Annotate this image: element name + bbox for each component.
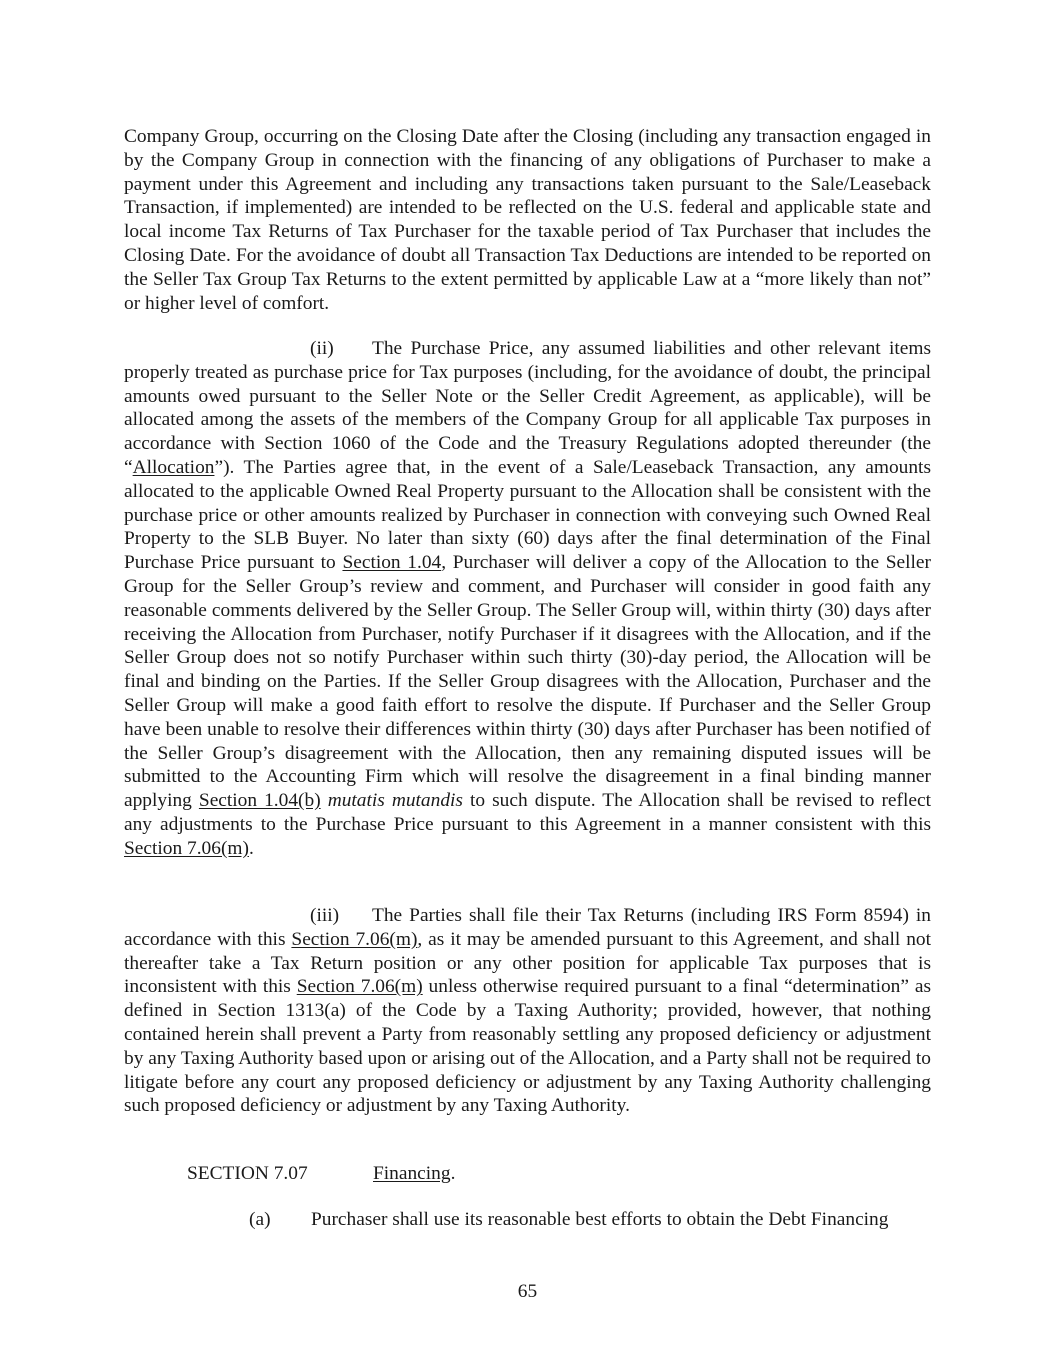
paragraph-a-marker: (a) — [249, 1209, 271, 1230]
section-7-06-m-reference: Section 7.06(m) — [124, 837, 249, 859]
paragraph-intro-text: Company Group, occurring on the Closing Date after the Closing (including any transaction engaged in by the Company Group in connection with the financing of any obligations of Purchaser to make a payment under this Agreement and including any transactions taken pursuant to the Sale/Leaseback Transaction, if implemented) are intended to be reflected on the U.S. federal and applicable state and local income Tax Returns of Tax Purchaser for the taxable period of Tax Purchaser that includes the Closing Date. For the avoidance of doubt all Transaction Tax Deductions are intended to be reported on the Seller Tax Group Tax Returns to the extent permitted by applicable Law at a “more likely than not” or higher level of comfort. — [124, 126, 931, 314]
paragraph-ii-marker: (ii) — [310, 338, 334, 359]
paragraph-iii-text-2: , as it may be amended pursuant to this Agreement, and shall not thereafter take a Tax Return position or any other position for applicable Tax purposes that is inconsistent with this — [124, 928, 931, 998]
paragraph-ii — [124, 337, 931, 861]
paragraph-ii-text-5: . — [248, 837, 254, 859]
allocation-defined-term: Allocation — [132, 456, 215, 478]
paragraph-iii-text-1: The Parties shall file their Tax Returns (including IRS Form 8594) in accordance with this — [124, 905, 931, 950]
paragraph-intro — [124, 125, 931, 315]
section-number: SECTION 7.07 — [187, 1163, 308, 1184]
section-7-07-heading — [187, 1162, 455, 1186]
section-7-06-m-reference-2: Section 7.06(m) — [296, 976, 423, 998]
section-7-06-m-reference-1: Section 7.06(m) — [291, 928, 418, 950]
section-1-04-b-reference: Section 1.04(b) — [198, 790, 321, 812]
page-number: 65 — [517, 1281, 538, 1302]
section-title: Financing — [373, 1163, 451, 1184]
paragraph-a-text: Purchaser shall use its reasonable best efforts to obtain the Debt Financing — [311, 1209, 889, 1230]
mutatis-mutandis-text: mutatis mutandis — [327, 790, 463, 812]
paragraph-iii-marker: (iii) — [310, 905, 340, 926]
paragraph-ii-text-2: ”). The Parties agree that, in the event of a Sale/Leaseback Transaction, any amounts allocated to the applicable Owned Real Property pursuant to the Allocation shall be consistent with the purchase price or other amounts realized by Purchaser in connection with conveying such Owned Real Property to the SLB Buyer. No later than sixty (60) days after the final determination of the Final Purchase Price pursuant to — [124, 456, 931, 574]
paragraph-ii-text-4: to such dispute. The Allocation shall be revised to reflect any adjustments to the Purchase Price pursuant to this Agreement in a manner consistent with this — [124, 790, 931, 835]
paragraph-a — [249, 1208, 931, 1232]
section-1-04-reference: Section 1.04 — [342, 552, 442, 574]
paragraph-ii-text-1: The Purchase Price, any assumed liabilities and other relevant items properly treated as purchase price for Tax purposes (including, for the avoidance of doubt, the principal amounts owed pursuant to the Seller Note or the Seller Credit Agreement, as applicable), will be allocated among the assets of the members of the Company Group for all applicable Tax purposes in accordance with Section 1060 of the Code and the Treasury Regulations adopted thereunder (the “ — [124, 338, 931, 478]
paragraph-iii-text-3: unless otherwise required pursuant to a final “determination” as defined in Section 1313(a) of the Code by a Taxing Authority; provided, however, that nothing contained herein shall prevent a Party from reasonably settling any proposed deficiency or adjustment by any Taxing Authority based upon or arising out of the Allocation, and a Party shall not be required to litigate before any court any proposed deficiency or adjustment by any Taxing Authority challenging such proposed deficiency or adjustment by any Taxing Authority. — [124, 976, 931, 1117]
paragraph-iii — [124, 904, 931, 1118]
section-title-period: . — [450, 1163, 456, 1184]
paragraph-ii-text-3: , Purchaser will deliver a copy of the Allocation to the Seller Group for the Seller Group’s review and comment, and Purchaser will consider in good faith any reasonable comments delivered by the Seller Group. The Seller Group will, within thirty (30) days after receiving the Allocation from Purchaser, notify Purchaser if it disagrees with the Allocation, and if the Seller Group does not so notify Purchaser within such thirty (30)-day period, the Allocation will be final and binding on the Parties. If the Seller Group disagrees with the Allocation, Purchaser and the Seller Group will make a good faith effort to resolve the dispute. If Purchaser and the Seller Group have been unable to resolve their differences within thirty (30) days after Purchaser has been notified of the Seller Group’s disagreement with the Allocation, then any remaining disputed issues will be submitted to the Accounting Firm which will resolve the disagreement in a final binding manner applying — [124, 552, 931, 812]
